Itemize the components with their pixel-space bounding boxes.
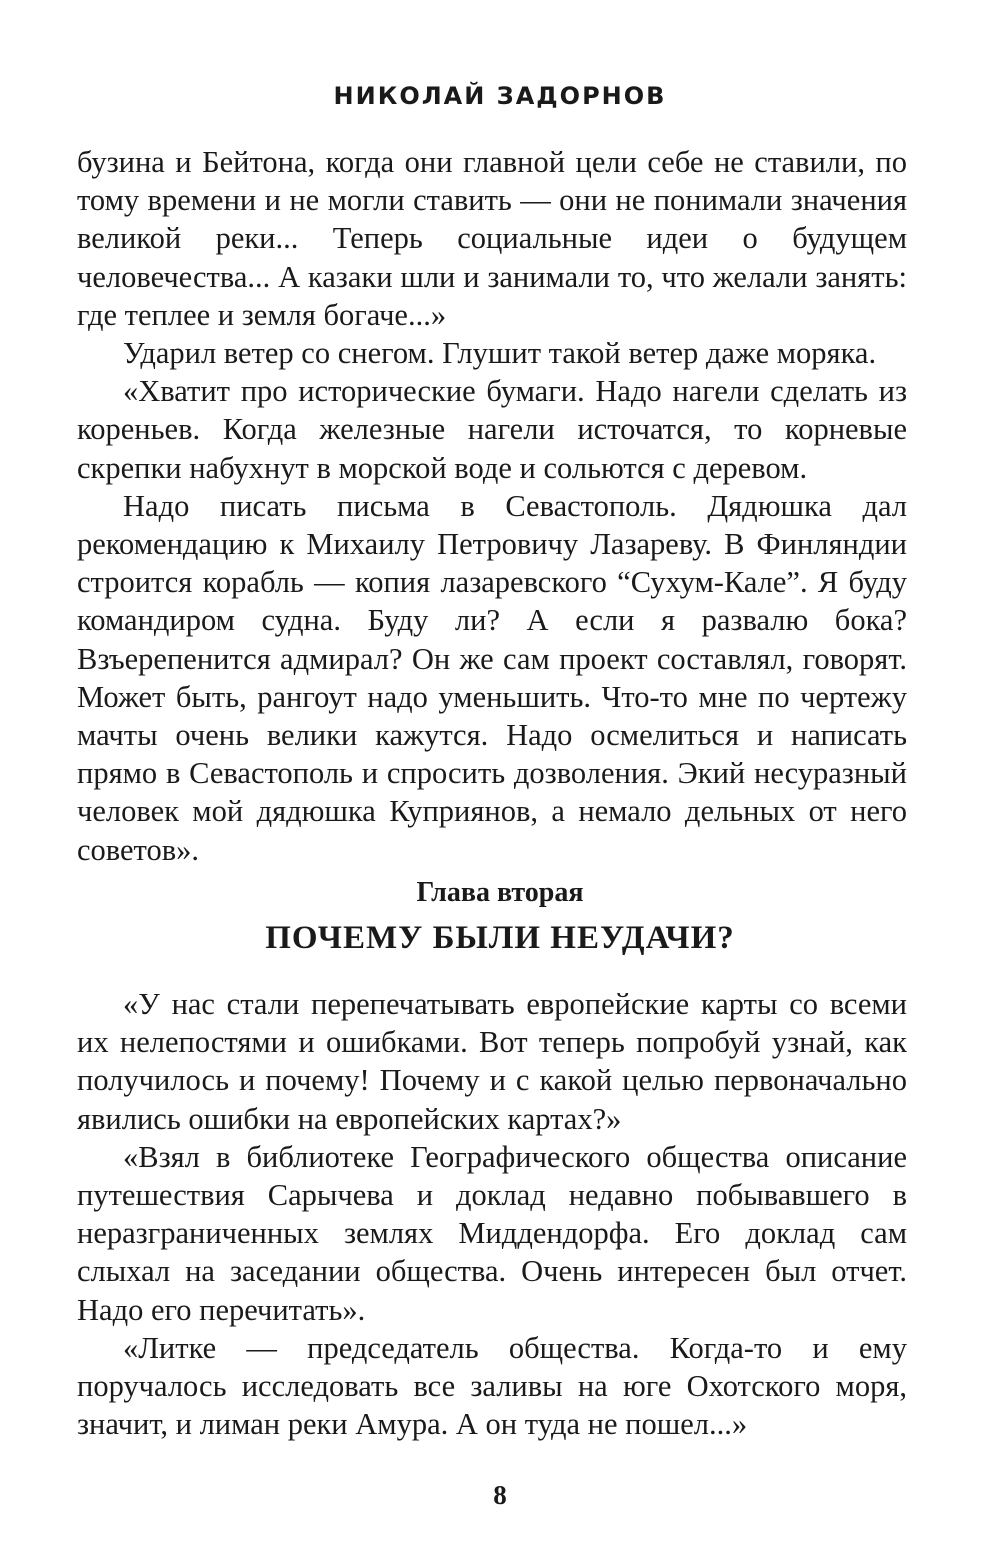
- paragraph: Ударил ветер со снегом. Глушит такой ветер даже моряка.: [123, 336, 877, 371]
- paragraph: «У нас стали перепечатывать европейские карты со всеми их нелепостями и ошибками. Вот теперь попробуй узнай, как получилось и почему! Почему и с какой целью первоначально явились ошибки на европейских картах?»: [77, 987, 907, 1136]
- chapter-title: ПОЧЕМУ БЫЛИ НЕУДАЧИ?: [265, 920, 735, 956]
- paragraph: Надо писать письма в Севастополь. Дядюшка дал рекомендацию к Михаилу Петровичу Лазареву. В Финляндии строится корабль — копия лазаревского “Сухум-Кале”. Я буду командиром судна. Буду ли? А если я развалю бока? Взъерепенится адмирал? Он же сам проект составлял, говорят. Может быть, рангоут надо уменьшить. Что-то мне по чертежу мачты очень велики кажутся. Надо осмелиться и написать прямо в Севастополь и спросить дозволения. Экий несуразный человек мой дядюшка Куприянов, а немало дельных от него советов».: [77, 488, 907, 867]
- paragraph: «Хватит про исторические бумаги. Надо нагели сделать из кореньев. Когда железные нагели источатся, то корневые скрепки набухнут в морской воде и сольются с деревом.: [77, 374, 907, 485]
- paragraph: «Литке — председатель общества. Когда-то и ему поручалось исследовать все заливы на юге Охотского моря, значит, и лиман реки Амура. А он туда не пошел...»: [77, 1330, 907, 1442]
- body-text-section-two: [77, 985, 907, 1443]
- paragraph-continuation: бузина и Бейтона, когда они главной цели себе не ставили, по тому времени и не могли ставить — они не понимали значения великой реки... Теперь социальные идеи о будущем человечества... А казаки шли и занимали то, что желали занять: где теплее и земля богаче...»: [77, 145, 907, 332]
- page-number: 8: [493, 1480, 507, 1510]
- chapter-label: Глава вторая: [416, 877, 584, 908]
- body-text-section-one: [77, 143, 907, 869]
- paragraph: «Взял в библиотеке Географического общества описание путешествия Сарычева и доклад недавно побывавшего в неразграниченных землях Миддендорфа. Его доклад сам слыхал на заседании общества. Очень интересен был отчет. Надо его перечитать».: [77, 1139, 907, 1327]
- running-header-author: НИКОЛАЙ ЗАДОРНОВ: [333, 82, 667, 110]
